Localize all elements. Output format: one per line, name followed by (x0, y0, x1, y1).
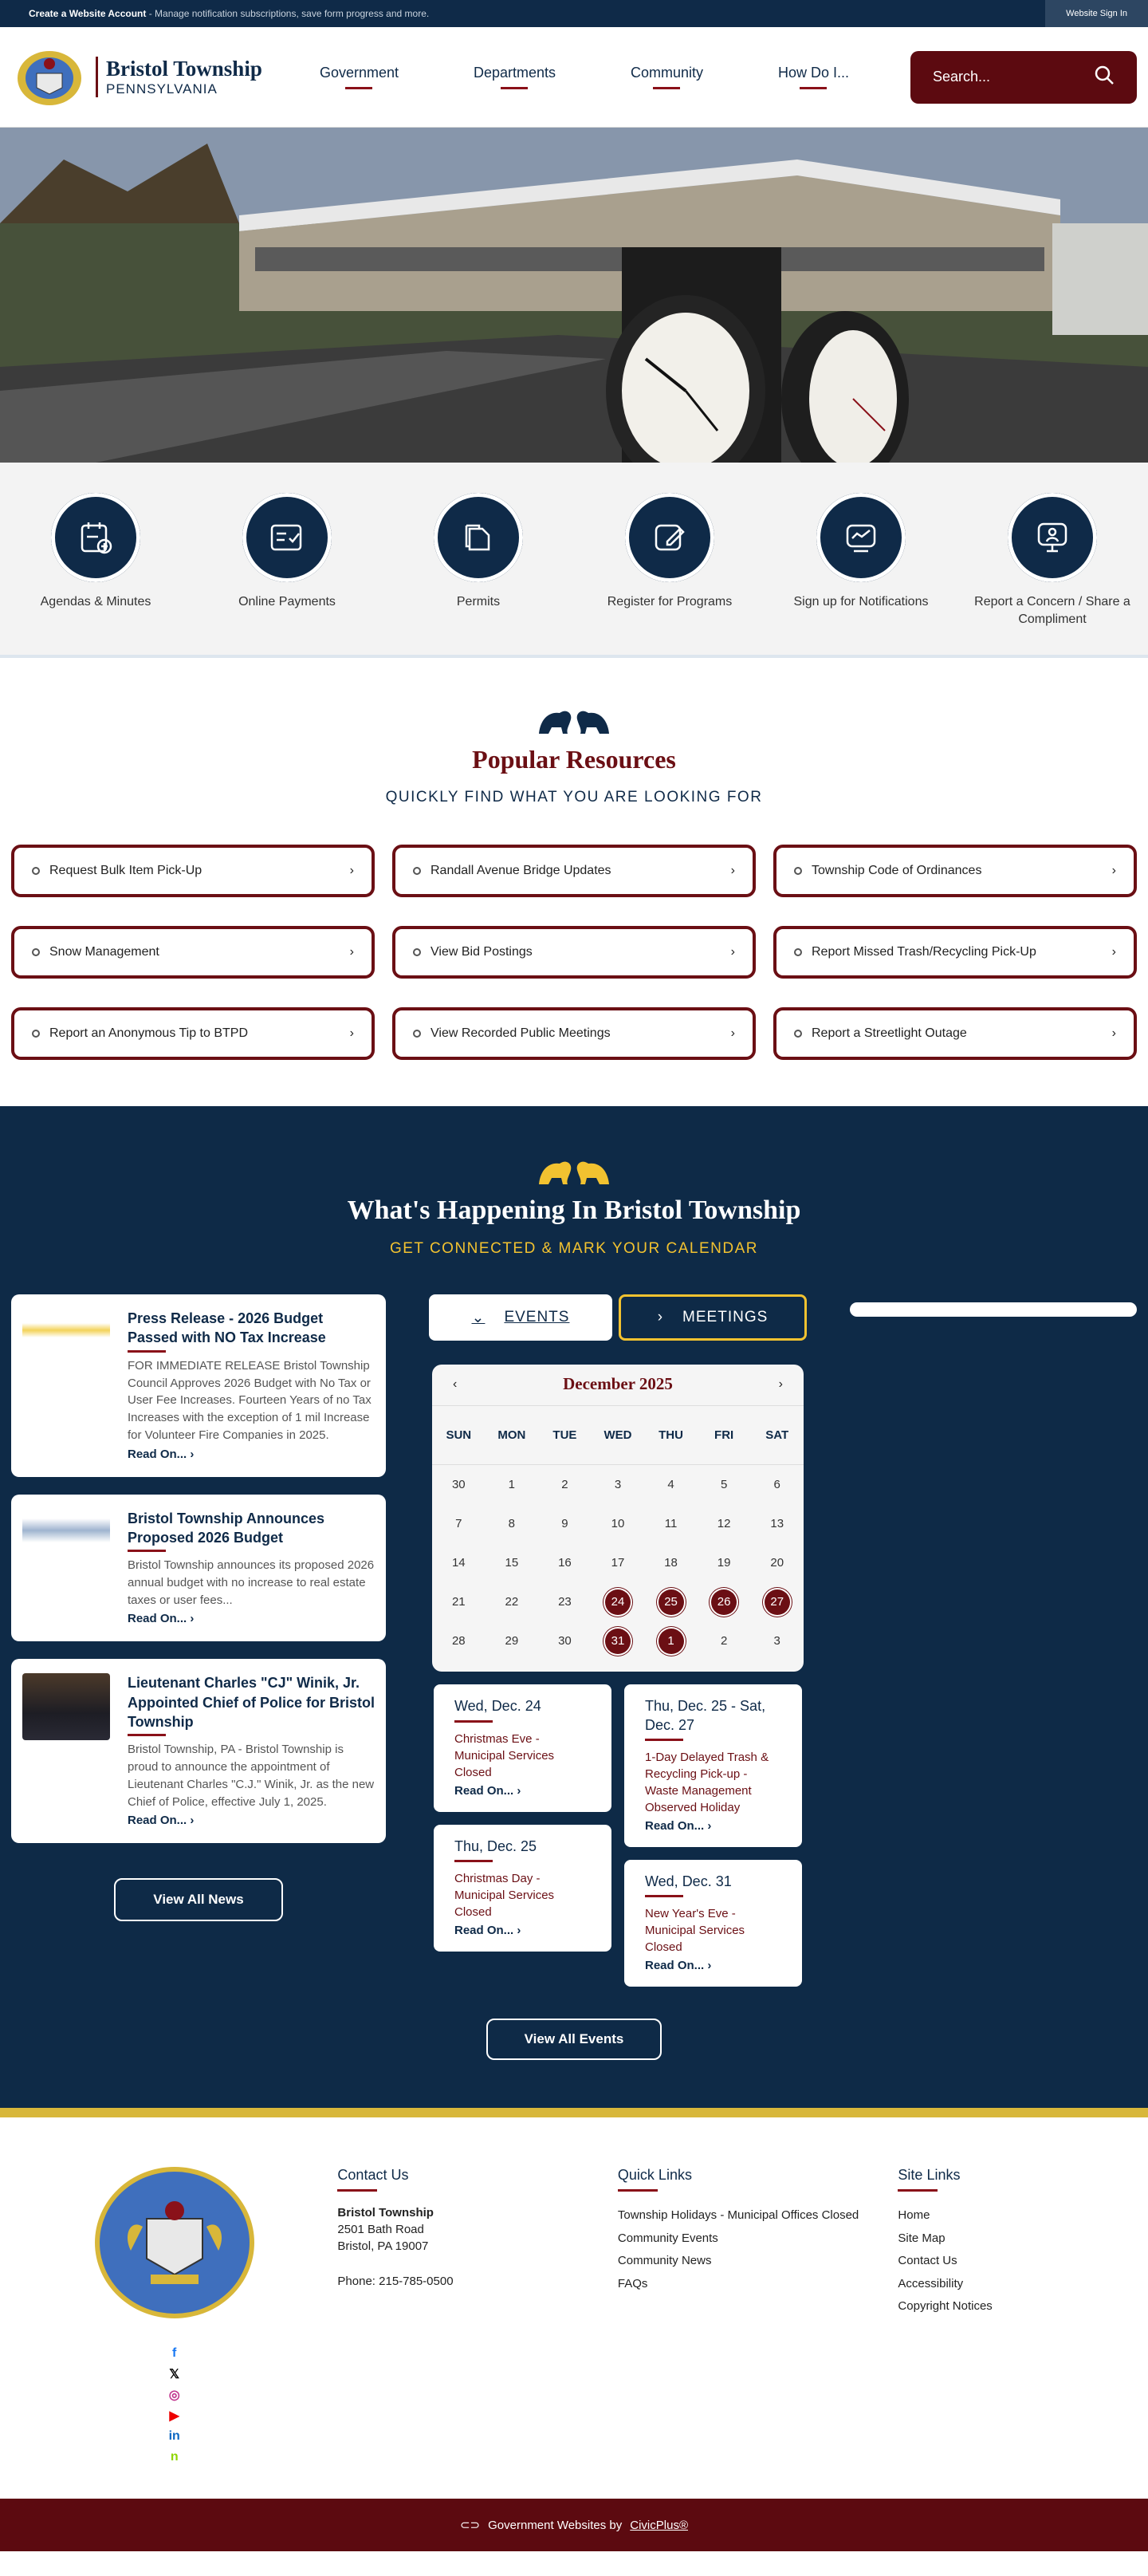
calendar-day[interactable]: 8 (508, 1517, 516, 1531)
sign-in-button[interactable]: Website Sign In (1045, 0, 1148, 27)
social-feed-placeholder (850, 1302, 1137, 1317)
bullet-icon (413, 948, 421, 956)
happening-title: What's Happening In Bristol Township (347, 1195, 801, 1226)
view-all-news-button[interactable]: View All News (114, 1878, 283, 1921)
event-date: Wed, Dec. 31 (645, 1873, 781, 1897)
footer-link[interactable]: Copyright Notices (898, 2299, 993, 2314)
search-icon[interactable] (1094, 65, 1115, 89)
bullet-icon (413, 867, 421, 875)
resource-link[interactable] (11, 926, 375, 979)
resource-link[interactable] (773, 845, 1137, 897)
calendar-day[interactable]: 23 (558, 1595, 572, 1609)
chat-bubble-icon (1008, 493, 1097, 582)
read-on-link[interactable]: Read On... › (454, 1923, 521, 1937)
calendar-tabs (429, 1294, 807, 1341)
resource-label: Report Missed Trash/Recycling Pick-Up (812, 945, 1036, 959)
calendar-day[interactable] (644, 1582, 698, 1621)
contact-org: Bristol Township (337, 2206, 434, 2220)
event-date: Thu, Dec. 25 (454, 1837, 591, 1862)
resource-link[interactable] (773, 1007, 1137, 1060)
calendar-day[interactable]: 30 (451, 1478, 466, 1492)
weekday-label: MON (497, 1428, 526, 1443)
read-on-label: Read On... (645, 1818, 705, 1833)
resource-label: Randall Avenue Bridge Updates (431, 864, 611, 878)
calendar-day[interactable] (644, 1621, 698, 1660)
tab-events-label: EVENTS (504, 1309, 570, 1326)
calendar-day-event-marker: 27 (765, 1589, 790, 1615)
calendar-day-event-marker: 26 (711, 1589, 737, 1615)
documents-icon (434, 493, 523, 582)
bullet-icon (794, 1030, 802, 1038)
quick-links-bar (0, 463, 1148, 658)
quick-link-label: Online Payments (238, 595, 336, 609)
calendar-day[interactable]: 12 (717, 1517, 731, 1531)
instagram-icon[interactable]: ◎ (168, 2389, 180, 2403)
bullet-icon (413, 1030, 421, 1038)
quick-link-label: Report a Concern / Share a Compliment (974, 595, 1130, 626)
calendar (432, 1365, 804, 1672)
contact-column (337, 2167, 618, 2467)
quick-link-label: Sign up for Notifications (793, 595, 929, 609)
event-card[interactable] (434, 1825, 611, 1952)
calendar-column (429, 1294, 807, 1987)
calendar-day[interactable]: 30 (558, 1634, 572, 1648)
weekday-label: FRI (714, 1428, 734, 1443)
footer-link[interactable]: Township Holidays - Municipal Offices Closed (617, 2208, 859, 2223)
event-card[interactable] (624, 1860, 802, 1987)
township-seal-icon (11, 45, 88, 109)
calendar-week-row (432, 1543, 804, 1582)
calendar-day[interactable]: 22 (505, 1595, 519, 1609)
resource-label: Report an Anonymous Tip to BTPD (49, 1026, 249, 1041)
calendar-day-event-marker: 25 (659, 1589, 684, 1615)
quick-links-title: Quick Links (618, 2167, 898, 2192)
read-on-label: Read On... (454, 1923, 514, 1937)
chevron-right-icon: › (1111, 864, 1116, 878)
resource-label: Request Bulk Item Pick-Up (49, 864, 202, 878)
calendar-day[interactable]: 28 (451, 1634, 466, 1648)
nav-community[interactable]: Community (631, 65, 703, 89)
resource-link[interactable] (11, 1007, 375, 1060)
quick-link-label: Agendas & Minutes (40, 595, 151, 609)
nav-departments[interactable]: Departments (474, 65, 556, 89)
contact-phone: Phone: 215-785-0500 (337, 2275, 454, 2289)
site-links-title: Site Links (898, 2167, 1137, 2192)
read-on-link[interactable]: Read On... › (645, 1959, 712, 1973)
weekday-label: TUE (552, 1428, 577, 1443)
calendar-weekday-row (432, 1406, 804, 1465)
popular-resources-section (0, 658, 1148, 1106)
event-card[interactable] (624, 1684, 802, 1847)
read-on-label: Read On... (128, 1447, 187, 1461)
happening-subtitle: GET CONNECTED & MARK YOUR CALENDAR (389, 1240, 759, 1258)
news-item[interactable] (11, 1294, 386, 1476)
calendar-week-row (432, 1465, 804, 1504)
weekday-label: SAT (765, 1428, 789, 1443)
footer-seal-icon (95, 2167, 254, 2318)
calendar-body (432, 1465, 804, 1660)
contact-address-1: 2501 Bath Road (337, 2223, 424, 2237)
resource-link[interactable] (392, 926, 756, 979)
calendar-day[interactable]: 9 (561, 1517, 568, 1531)
nav-how-do-i[interactable]: How Do I... (778, 65, 849, 89)
footer-link[interactable]: Community Events (617, 2231, 718, 2245)
calendar-day[interactable]: 7 (455, 1517, 462, 1531)
credit-text: Government Websites by (488, 2518, 623, 2532)
calendar-day[interactable]: 5 (720, 1478, 728, 1492)
chevron-right-icon: › (730, 1026, 735, 1041)
create-account-link[interactable]: Create a Website Account (29, 8, 147, 19)
news-thumbnail (22, 1309, 110, 1357)
calendar-day[interactable]: 20 (770, 1556, 784, 1570)
bottom-bar (0, 2499, 1148, 2551)
chevron-right-icon: › (1111, 945, 1116, 959)
view-all-events-button[interactable]: View All Events (486, 2019, 662, 2060)
calendar-day[interactable]: 15 (505, 1556, 519, 1570)
facebook-icon[interactable]: f (172, 2346, 177, 2361)
news-title[interactable]: Press Release - 2026 Budget Passed with NO Tax Increase (128, 1309, 375, 1353)
civicplus-link[interactable]: CivicPlus® (630, 2518, 688, 2532)
footer-link[interactable]: Home (898, 2208, 930, 2223)
calendar-day[interactable] (750, 1582, 804, 1621)
calendar-day[interactable]: 3 (614, 1478, 622, 1492)
calendar-day[interactable]: 29 (505, 1634, 519, 1648)
tab-meetings[interactable] (619, 1294, 807, 1341)
quick-link-permits[interactable] (391, 493, 566, 628)
footer-link[interactable]: Site Map (898, 2231, 946, 2245)
calendar-day[interactable] (592, 1621, 645, 1660)
x-twitter-icon[interactable]: 𝕏 (169, 2368, 180, 2382)
gold-divider (0, 2108, 1148, 2117)
resource-link[interactable] (392, 845, 756, 897)
site-title: Bristol Township (106, 57, 262, 81)
notification-chart-icon (816, 493, 906, 582)
quick-link-agendas[interactable] (8, 493, 183, 628)
calendar-day-event-marker: 1 (659, 1629, 684, 1654)
calendar-day[interactable]: 1 (508, 1478, 516, 1492)
calendar-day[interactable]: 21 (451, 1595, 466, 1609)
read-on-link[interactable]: Read On... › (454, 1783, 521, 1798)
next-month-icon[interactable]: › (778, 1377, 783, 1391)
weekday-label: SUN (446, 1428, 472, 1443)
calendar-month: December 2025 (563, 1374, 673, 1394)
calendar-week-row (432, 1504, 804, 1543)
resource-label: Township Code of Ordinances (812, 864, 982, 878)
calendar-day[interactable]: 19 (717, 1556, 731, 1570)
chevron-right-icon: › (1111, 1026, 1116, 1041)
calendar-day[interactable]: 3 (773, 1634, 780, 1648)
resource-label: View Recorded Public Meetings (431, 1026, 611, 1041)
event-card[interactable] (434, 1684, 611, 1811)
news-excerpt: FOR IMMEDIATE RELEASE Bristol Township Council Approves 2026 Budget with No Tax or User Fee Increases. Fourteen Years of no Tax Increases with the exception of 1 mil Increase for Volunteer Fire Companies in 2025. (128, 1358, 372, 1442)
site-subtitle: PENNSYLVANIA (106, 81, 218, 97)
news-item[interactable] (11, 1495, 386, 1642)
resource-label: Report a Streetlight Outage (812, 1026, 967, 1041)
calendar-day[interactable]: 17 (611, 1556, 625, 1570)
calendar-week-row (432, 1582, 804, 1621)
contact-address-2: Bristol, PA 19007 (337, 2239, 429, 2254)
read-on-link[interactable]: Read On... › (128, 1814, 195, 1828)
event-cards (429, 1684, 807, 1987)
resource-label: Snow Management (49, 945, 159, 959)
youtube-icon[interactable]: ▶ (169, 2409, 179, 2424)
contact-title: Contact Us (337, 2167, 618, 2192)
calendar-day[interactable]: 18 (664, 1556, 678, 1570)
read-on-label: Read On... (645, 1959, 705, 1973)
news-excerpt: Bristol Township announces its proposed 2026 annual budget with no increase to real estate taxes or user fees... (128, 1558, 375, 1607)
bullet-icon (794, 867, 802, 875)
tab-events[interactable] (429, 1294, 612, 1341)
popular-resources-grid (11, 845, 1137, 1060)
chevron-right-icon: › (730, 864, 735, 878)
nav-government[interactable]: Government (320, 65, 399, 89)
calendar-day-event-marker: 31 (605, 1629, 631, 1654)
quick-link-payments[interactable] (199, 493, 375, 628)
search-placeholder: Search... (933, 69, 991, 85)
read-on-label: Read On... (454, 1783, 514, 1798)
chevron-right-icon: › (657, 1309, 664, 1326)
calendar-day[interactable]: 2 (561, 1478, 568, 1492)
resource-label: View Bid Postings (431, 945, 533, 959)
hero-banner (0, 128, 1148, 463)
create-account-notice[interactable] (29, 8, 429, 19)
calendar-day[interactable]: 13 (770, 1517, 784, 1531)
calendar-day[interactable] (698, 1582, 751, 1621)
site-footer (0, 2117, 1148, 2499)
event-title: 1-Day Delayed Trash & Recycling Pick-up - Waste Management Observed Holiday (645, 1750, 769, 1814)
weekday-label: WED (603, 1428, 632, 1443)
edit-pencil-icon (625, 493, 714, 582)
quick-links-column (618, 2167, 898, 2467)
news-title[interactable]: Bristol Township Announces Proposed 2026 Budget (128, 1509, 375, 1553)
calendar-day[interactable]: 6 (773, 1478, 780, 1492)
news-thumbnail (22, 1509, 110, 1557)
calendar-day[interactable] (592, 1582, 645, 1621)
news-excerpt: Bristol Township, PA - Bristol Township is proud to announce the appointment of Lieutenant Charles "C.J." Winik, Jr. as the new Chief of Police, effective July 1, 2025. (128, 1743, 375, 1809)
search-input[interactable] (910, 51, 1137, 104)
resource-link[interactable] (392, 1007, 756, 1060)
chevron-right-icon: › (349, 1026, 354, 1041)
bullet-icon (32, 867, 40, 875)
linkedin-icon[interactable]: in (168, 2429, 180, 2444)
gold-lions-icon (11, 1152, 1137, 1188)
prev-month-icon[interactable]: ‹ (453, 1377, 458, 1391)
quick-link-report-concern[interactable] (965, 493, 1140, 628)
tab-meetings-label: MEETINGS (682, 1309, 769, 1326)
whats-happening-section (0, 1106, 1148, 2108)
social-links (165, 2344, 184, 2467)
quick-link-notifications[interactable] (773, 493, 949, 628)
read-on-link[interactable]: Read On... › (128, 1447, 195, 1461)
news-thumbnail (22, 1673, 110, 1740)
calendar-day[interactable]: 10 (611, 1517, 625, 1531)
civicplus-logo-icon: ⊂⊃ (459, 2519, 481, 2533)
site-links-column (898, 2167, 1137, 2467)
site-logo[interactable] (11, 45, 282, 109)
chevron-right-icon: › (349, 945, 354, 959)
read-on-label: Read On... (128, 1814, 187, 1828)
bullet-icon (794, 948, 802, 956)
social-feed-column (850, 1294, 1137, 1987)
news-column (11, 1294, 386, 1987)
read-on-label: Read On... (128, 1612, 187, 1626)
news-title[interactable]: Lieutenant Charles "CJ" Winik, Jr. Appointed Chief of Police for Bristol Township (128, 1673, 375, 1736)
resource-link[interactable] (773, 926, 1137, 979)
event-title: Christmas Day - Municipal Services Closed (454, 1871, 555, 1919)
news-item[interactable] (11, 1659, 386, 1843)
calendar-day[interactable]: 16 (558, 1556, 572, 1570)
nextdoor-icon[interactable]: n (170, 2450, 179, 2464)
resource-link[interactable] (11, 845, 375, 897)
footer-link[interactable]: Accessibility (898, 2276, 964, 2290)
create-account-description: - Manage notification subscriptions, save form progress and more. (146, 8, 430, 19)
bullet-icon (32, 1030, 40, 1038)
footer-link[interactable]: Contact Us (898, 2254, 957, 2268)
footer-link[interactable]: FAQs (617, 2276, 648, 2290)
event-title: Christmas Eve - Municipal Services Closed (454, 1731, 555, 1779)
read-on-link[interactable]: Read On... › (128, 1612, 195, 1626)
calendar-day[interactable]: 11 (664, 1517, 678, 1531)
calendar-day[interactable]: 4 (667, 1478, 674, 1492)
event-date: Thu, Dec. 25 - Sat, Dec. 27 (645, 1697, 781, 1741)
footer-link[interactable]: Community News (617, 2254, 712, 2268)
calendar-add-icon (51, 493, 140, 582)
popular-resources-title: Popular Resources (472, 745, 676, 774)
weekday-label: THU (659, 1428, 683, 1443)
event-title: New Year's Eve - Municipal Services Closed (645, 1907, 745, 1955)
calendar-day[interactable]: 14 (451, 1556, 466, 1570)
quick-link-register[interactable] (582, 493, 757, 628)
chevron-down-icon: ⌄ (471, 1309, 486, 1326)
chevron-right-icon: › (730, 945, 735, 959)
calendar-week-row (432, 1621, 804, 1660)
main-nav (282, 65, 887, 89)
site-header (0, 27, 1148, 128)
calendar-day-event-marker: 24 (605, 1589, 631, 1615)
event-date: Wed, Dec. 24 (454, 1697, 591, 1722)
lions-icon (11, 702, 1137, 737)
payment-checklist-icon (242, 493, 332, 582)
read-on-link[interactable]: Read On... › (645, 1818, 712, 1833)
chevron-right-icon: › (349, 864, 354, 878)
quick-link-label: Register for Programs (607, 595, 733, 609)
bullet-icon (32, 948, 40, 956)
top-utility-bar (0, 0, 1148, 27)
calendar-day[interactable]: 2 (720, 1634, 728, 1648)
popular-resources-subtitle: QUICKLY FIND WHAT YOU ARE LOOKING FOR (385, 789, 763, 806)
quick-link-label: Permits (456, 595, 501, 609)
